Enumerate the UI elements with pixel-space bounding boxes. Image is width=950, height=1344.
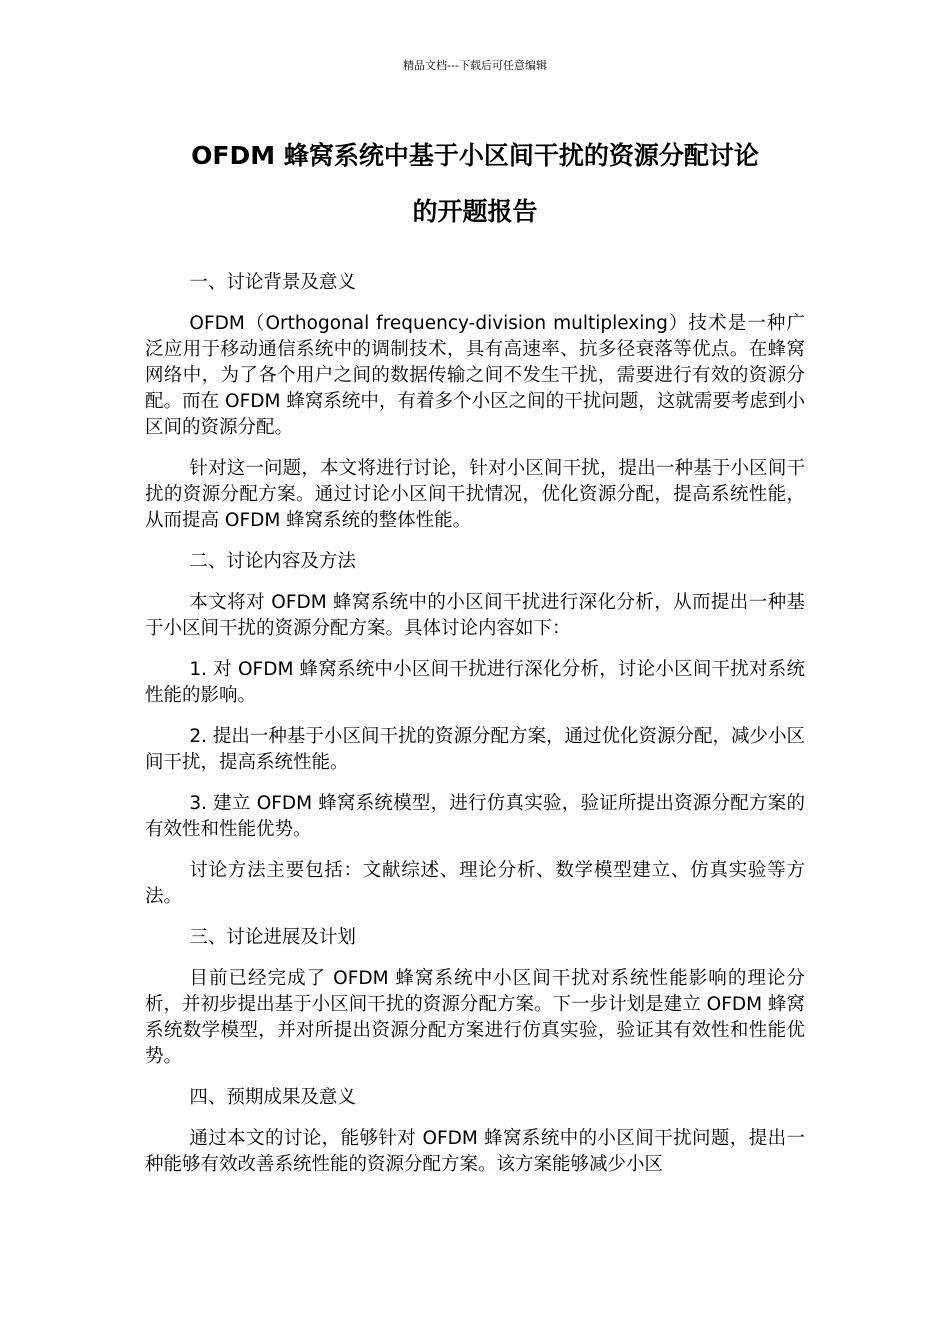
list-item-3: 3. 建立 OFDM 蜂窝系统模型，进行仿真实验，验证所提出资源分配方案的有效性和性能优势。: [145, 793, 805, 840]
paragraph-problem-statement: 针对这一问题，本文将进行讨论，针对小区间干扰，提出一种基于小区间干扰的资源分配方案。通过讨论小区间干扰情况，优化资源分配，提高系统性能，从而提高 OFDM 蜂窝系统的整体性能。: [145, 458, 805, 531]
page-header-note: 精品文档---下载后可任意编辑: [403, 59, 547, 72]
paragraph-content-overview: 本文将对 OFDM 蜂窝系统中的小区间干扰进行深化分析，从而提出一种基于小区间干扰的资源分配方案。具体讨论内容如下：: [145, 592, 805, 639]
list-item-2: 2. 提出一种基于小区间干扰的资源分配方案，通过优化资源分配，减少小区间干扰，提高系统性能。: [145, 726, 805, 773]
section-heading-progress: 三、讨论进展及计划: [189, 927, 356, 948]
title-line-2: 的开题报告: [412, 197, 538, 226]
section-heading-expected-results: 四、预期成果及意义: [189, 1087, 356, 1108]
paragraph-progress: 目前已经完成了 OFDM 蜂窝系统中小区间干扰对系统性能影响的理论分析，并初步提出基于小区间干扰的资源分配方案。下一步计划是建立 OFDM 蜂窝系统数学模型，并对所提出资源分配方案进行仿真实验，验证其有效性和性能优势。: [145, 968, 805, 1067]
section-heading-background: 一、讨论背景及意义: [189, 272, 356, 293]
paragraph-expected-results: 通过本文的讨论，能够针对 OFDM 蜂窝系统中的小区间干扰问题，提出一种能够有效改善系统性能的资源分配方案。该方案能够减少小区: [145, 1128, 805, 1175]
list-item-1: 1. 对 OFDM 蜂窝系统中小区间干扰进行深化分析，讨论小区间干扰对系统性能的影响。: [145, 659, 805, 706]
section-heading-content-method: 二、讨论内容及方法: [189, 551, 356, 572]
document-title: [145, 128, 805, 240]
title-line-1: OFDM 蜂窝系统中基于小区间干扰的资源分配讨论: [191, 141, 759, 170]
document-body: [145, 270, 805, 1193]
paragraph-ofdm-intro: OFDM（Orthogonal frequency-division multiplexing）技术是一种广泛应用于移动通信系统中的调制技术，具有高速率、抗多径衰落等优点。在蜂窝网络中，为了各个用户之间的数据传输之间不发生干扰，需要进行有效的资源分配。而在 OFDM 蜂窝系统中，有着多个小区之间的干扰问题，这就需要考虑到小区间的资源分配。: [145, 313, 805, 438]
paragraph-methods: 讨论方法主要包括：文献综述、理论分析、数学模型建立、仿真实验等方法。: [145, 860, 805, 907]
